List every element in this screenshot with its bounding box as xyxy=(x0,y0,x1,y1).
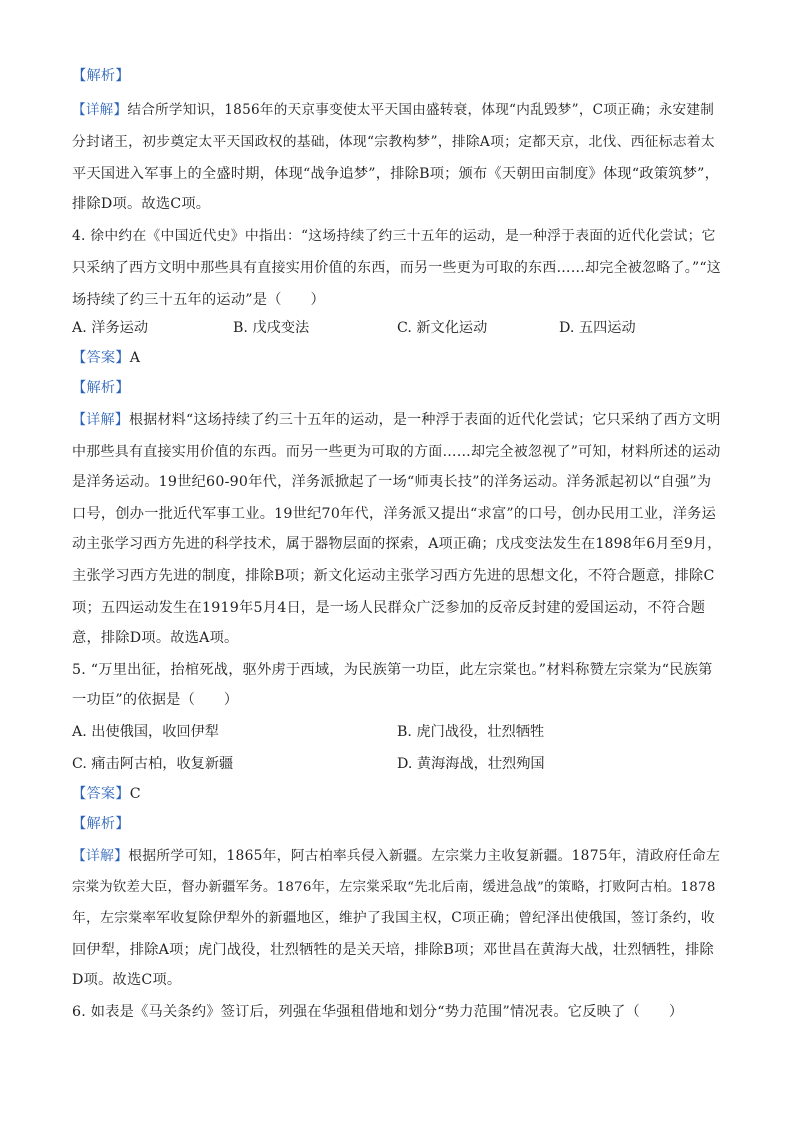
q3-detail-line-1 xyxy=(72,100,714,120)
q6-stem: 6. 如表是《马关条约》签订后，列强在华强租借地和划分“势力范围”情况表。它反映了（ ） xyxy=(72,1004,684,1020)
q4-stem-line-2: 只采纳了西方文明中那些具有直接实用价值的东西，而另一些更为可取的东西……却完全被忽略了。”“这 xyxy=(72,260,722,276)
q4-option-a: A. 洋务运动 xyxy=(72,320,149,336)
q4-detail-text-1: 根据材料“这场持续了约三十五年的运动，是一种浮于表面的近代化尝试；它只采纳了西方文明 xyxy=(129,412,721,428)
q5-detail-line-4: 回伊犁，排除A项；虎门战役，壮烈牺牲的是关天培，排除B项；邓世昌在黄海大战，壮烈牺牲，排除 xyxy=(72,942,714,958)
q5-answer-line xyxy=(72,784,141,804)
q4-detail-line-5: 动主张学习西方先进的科学技术，属于器物层面的探索，A项正确；戊戌变法发生在1898年6月至9月， xyxy=(72,536,722,552)
q3-detail-line-4: 排除D项。故选C项。 xyxy=(72,196,211,212)
q4-answer: A xyxy=(129,350,141,366)
q5-option-c: C. 痛击阿古柏，收复新疆 xyxy=(72,756,234,772)
q5-detail-text-1: 根据所学可知，1865年，阿古柏率兵侵入新疆。左宗棠力主收复新疆。1875年，清政府任命左 xyxy=(128,848,721,864)
q4-option-d: D. 五四运动 xyxy=(559,320,636,336)
q4-option-b: B. 戊戌变法 xyxy=(233,320,310,336)
q3-detail-tag: 【详解】 xyxy=(72,102,128,118)
q4-detail-line-8: 意，排除D项。故选A项。 xyxy=(72,630,239,646)
q3-detail-line-3: 平天国进入军事上的全盛时期，体现“战争追梦”，排除B项；颁布《天朝田亩制度》体现“政策筑梦”， xyxy=(72,166,720,182)
q4-detail-line-6: 主张学习西方先进的制度，排除B项；新文化运动主张学习西方先进的思想文化，不符合题意，排除C xyxy=(72,568,715,584)
q5-detail-line-2: 宗棠为钦差大臣，督办新疆军务。1876年，左宗棠采取“先北后南，缓进急战”的策略，打败阿古柏。1878 xyxy=(72,880,716,895)
q5-detail-line-1 xyxy=(72,846,720,866)
q5-stem-line-1: 5. “万里出征，抬棺死战，驱外虏于西域，为民族第一功臣，此左宗棠也。”材料称赞左宗棠为“民族第 xyxy=(72,662,713,678)
q4-detail-tag: 【详解】 xyxy=(72,412,129,428)
q4-stem-line-3: 场持续了约三十五年的运动”是（ ） xyxy=(72,292,325,308)
q4-detail-line-3: 是洋务运动。19世纪60-90年代，洋务派掀起了一场“师夷长技”的洋务运动。洋务派起初以“自强”为 xyxy=(72,474,712,490)
q5-detail-line-5: D项。故选C项。 xyxy=(72,972,182,988)
q4-analysis-tag: 【解析】 xyxy=(72,380,130,396)
q5-analysis-tag: 【解析】 xyxy=(72,816,130,832)
q5-option-b: B. 虎门战役，壮烈牺牲 xyxy=(397,724,545,740)
q5-detail-line-3: 年，左宗棠率军收复除伊犁外的新疆地区，维护了我国主权，C项正确；曾纪泽出使俄国，签订条约，收 xyxy=(72,910,715,926)
q5-detail-tag: 【详解】 xyxy=(72,848,129,864)
q4-detail-line-2: 中那些具有直接实用价值的东西。而另一些更为可取的方面……却完全被忽视了”可知，材料所述的运动 xyxy=(72,444,721,460)
q4-detail-line-4: 口号，创办一批近代军事工业。19世纪70年代，洋务派又提出“求富”的口号，创办民用工业，洋务运 xyxy=(72,506,717,522)
q3-detail-text-1: 结合所学知识，1856年的天京事变使太平天国由盛转衰，体现“内乱毁梦”，C项正确；永安建制 xyxy=(127,102,715,118)
q3-analysis-tag: 【解析】 xyxy=(72,68,130,84)
q5-option-a: A. 出使俄国，收回伊犁 xyxy=(72,724,219,740)
q4-detail-line-1 xyxy=(72,410,721,430)
q4-option-c: C. 新文化运动 xyxy=(397,320,488,336)
q4-stem-line-1: 4. 徐中约在《中国近代史》中指出：“这场持续了约三十五年的运动，是一种浮于表面的近代化尝试；它 xyxy=(72,228,716,244)
q5-answer-tag: 【答案】 xyxy=(72,786,130,802)
q5-option-d: D. 黄海海战，壮烈殉国 xyxy=(397,756,545,772)
q4-answer-tag: 【答案】 xyxy=(72,350,130,366)
q3-detail-line-2: 分封诸王，初步奠定太平天国政权的基础，体现“宗教构梦”，排除A项；定都天京，北伐、西征标志着太 xyxy=(72,134,715,150)
q5-stem-line-2: 一功臣”的依据是（ ） xyxy=(72,692,239,708)
q5-answer: C xyxy=(129,786,141,802)
q4-detail-line-7: 项；五四运动发生在1919年5月4日，是一场人民群众广泛参加的反帝反封建的爱国运动，不符合题 xyxy=(72,600,706,616)
q4-answer-line xyxy=(72,348,140,368)
